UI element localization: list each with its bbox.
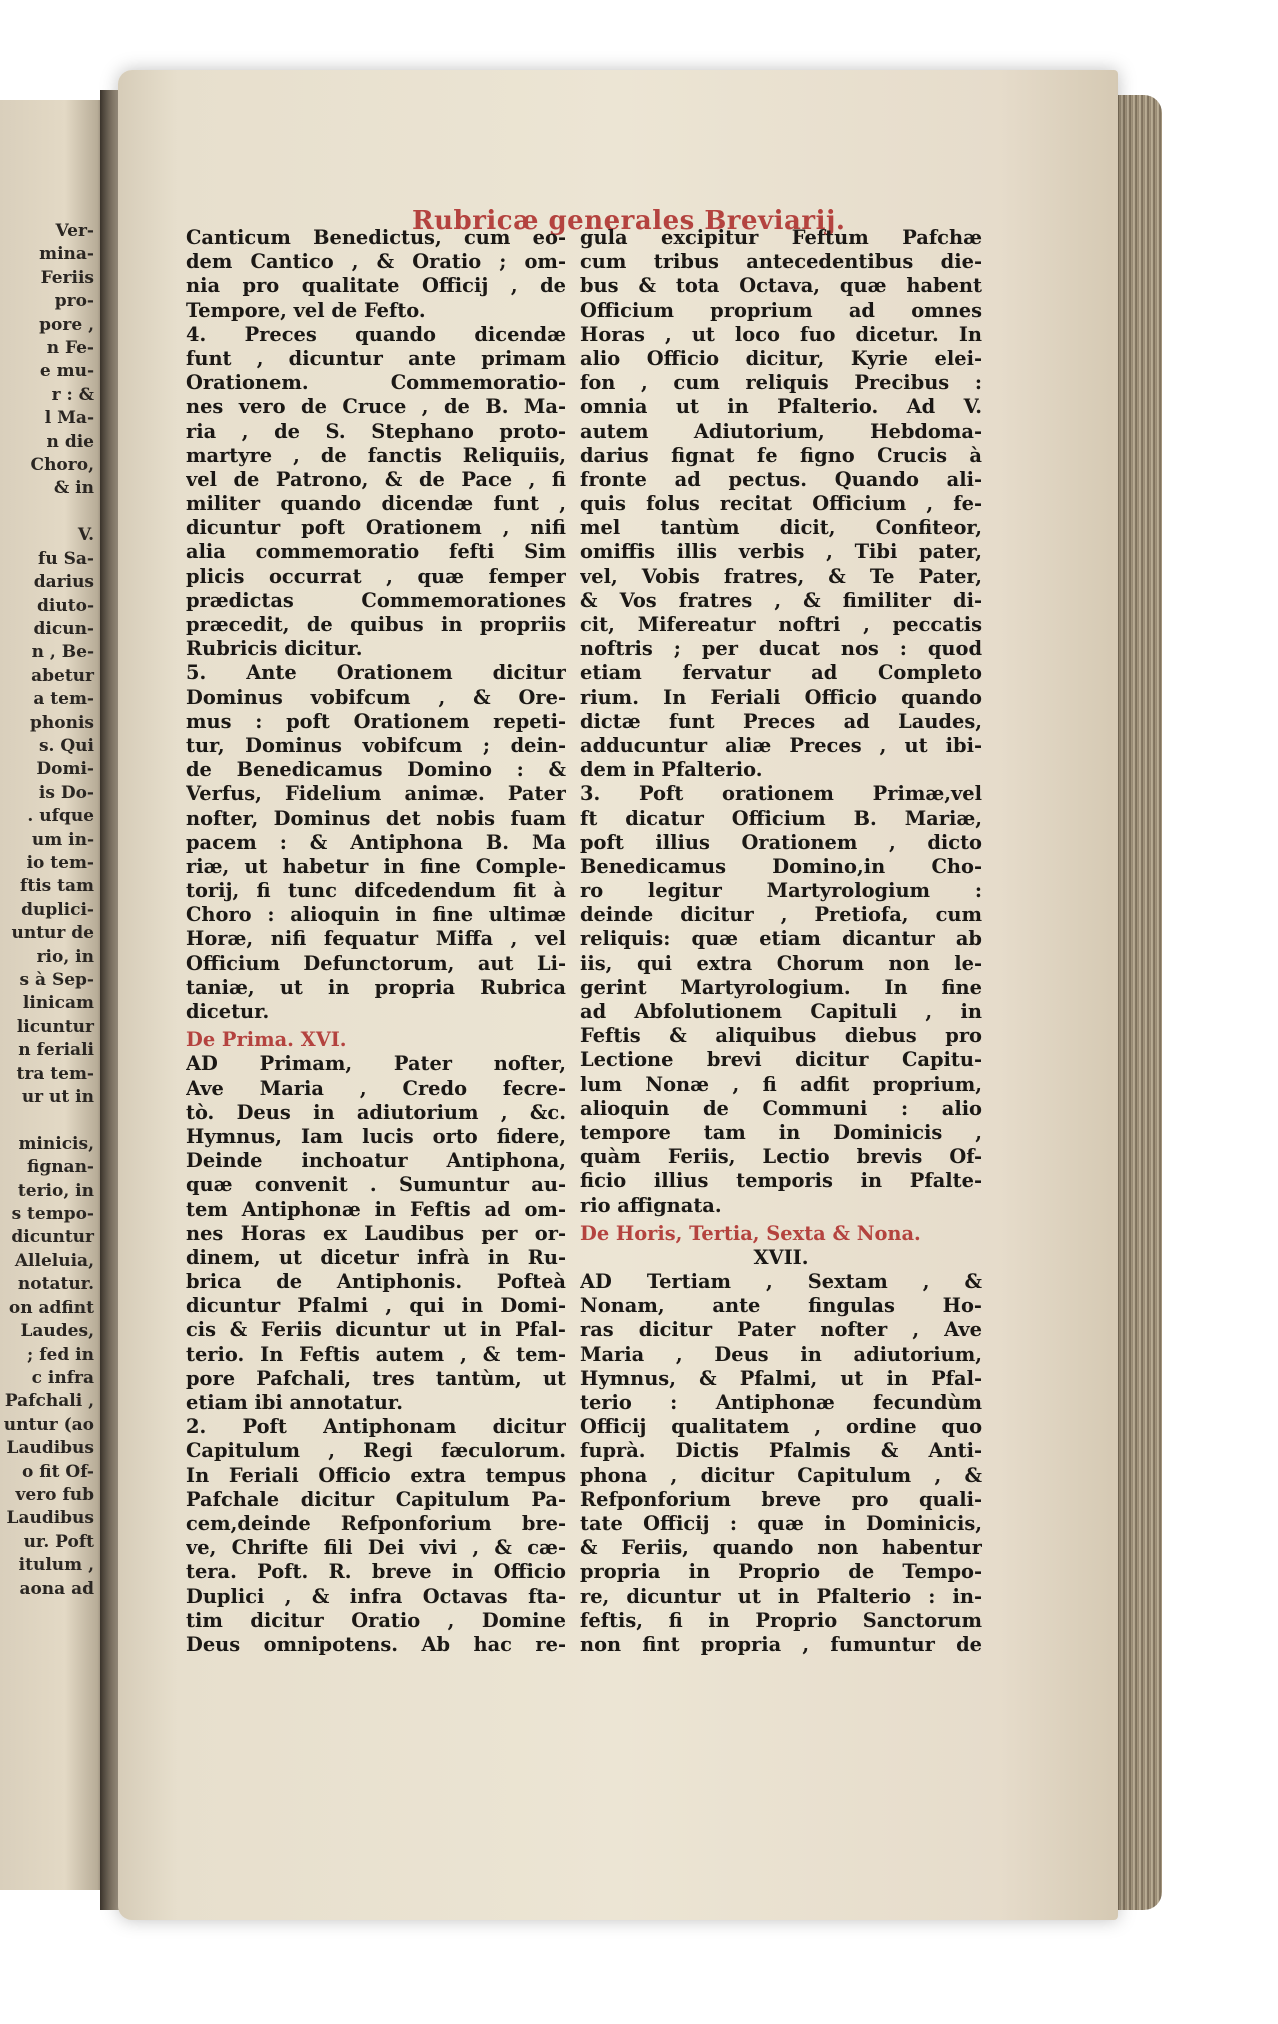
previous-page-line: linicam — [22, 993, 94, 1014]
text-line: lum Nonæ , fi adfit proprium, — [580, 1072, 982, 1096]
previous-page-line: Pafchali , — [4, 1391, 94, 1412]
text-line: nes vero de Cruce , de B. Ma- — [186, 395, 566, 419]
previous-page-line: is Do- — [38, 782, 94, 803]
text-line: mel tantùm dicit, Confiteor, — [580, 516, 982, 540]
previous-page-line: s. Qui — [38, 735, 94, 756]
text-line: martyre , de fanctis Reliquiis, — [186, 443, 566, 467]
text-line: omiffis illis verbis , Tibi pater, — [580, 540, 982, 564]
previous-page-line: Domi- — [36, 759, 94, 780]
text-line: Hymnus, & Pfalmi, ut in Pfal- — [580, 1366, 982, 1390]
text-line: tur, Dominus vobifcum ; dein- — [186, 733, 566, 757]
text-line: Benedicamus Domino,in Cho- — [580, 854, 982, 878]
previous-page-line: dicun- — [33, 618, 94, 639]
text-line: poft illius Orationem , dicto — [580, 830, 982, 854]
text-line: Duplici , & infra Octavas fta- — [186, 1584, 566, 1608]
previous-page-line: pore , — [39, 314, 94, 335]
previous-page-line: n , Be- — [31, 642, 94, 663]
text-line: funt , dicuntur ante primam — [186, 346, 566, 370]
text-line: Maria , Deus in adiutorium, — [580, 1342, 982, 1366]
previous-page-line: um in- — [31, 829, 94, 850]
text-line: etiam ibi annotatur. — [186, 1391, 403, 1414]
text-line: dem in Pfalterio. — [580, 758, 763, 782]
previous-page-line: Laudibus — [6, 1508, 94, 1529]
text-line: Horas , ut loco fuo dicetur. In — [580, 322, 982, 346]
text-line: dictæ funt Preces ad Laudes, — [580, 709, 982, 733]
text-line: & Vos fratres , & fimiliter di- — [580, 588, 982, 612]
previous-page-line: dicuntur — [11, 1227, 94, 1248]
text-line: ad Abfolutionem Capituli , in — [580, 1000, 982, 1023]
text-line: 5. Ante Orationem dicitur — [186, 661, 566, 685]
previous-page-line: ; fed in — [27, 1344, 94, 1365]
text-line: quàm Feriis, Lectio brevis Of- — [580, 1145, 982, 1169]
text-line: fronte ad pectus. Quando ali- — [580, 467, 982, 491]
section-heading: De Prima. XVI. — [186, 1028, 347, 1052]
text-line: pore Pafchali, tres tantùm, ut — [186, 1366, 566, 1390]
text-line: dicuntur Pfalmi , qui in Domi- — [186, 1294, 566, 1318]
previous-page-line: & in — [53, 478, 94, 499]
previous-page-line: Alleluia, — [14, 1250, 94, 1271]
previous-page-line: aona ad — [19, 1578, 94, 1599]
text-line: Horæ, nifi fequatur Miffa , vel — [186, 927, 566, 951]
text-line: tempore tam in Dominicis , — [580, 1120, 982, 1144]
text-line: propria in Proprio de Tempo- — [580, 1560, 982, 1584]
previous-page-line: Ver- — [55, 221, 94, 241]
text-line: feftis, fi in Proprio Sanctorum — [580, 1608, 982, 1632]
previous-page-line: s à Sep- — [19, 970, 94, 990]
text-line: phona , dicitur Capitulum , & — [580, 1463, 982, 1487]
previous-page-line: itulum , — [18, 1555, 94, 1576]
previous-page-line: l Ma- — [44, 408, 94, 429]
text-line: Feftis & aliquibus diebus pro — [580, 1024, 982, 1048]
text-line: ft dicatur Officium B. Mariæ, — [580, 806, 982, 830]
previous-page-line: untur (ao — [3, 1414, 94, 1435]
text-line: Tempore, vel de Fefto. — [186, 298, 426, 322]
text-line: re, dicuntur ut in Pfalterio : in- — [580, 1584, 982, 1608]
previous-page-line: licuntur — [16, 1016, 94, 1037]
previous-page-line: on adfint — [8, 1297, 94, 1318]
previous-page-line: vero fub — [15, 1484, 94, 1505]
previous-page-line: c infra — [31, 1367, 94, 1388]
text-line: XVII. — [753, 1245, 809, 1269]
previous-page-line: n Fe- — [46, 338, 94, 359]
text-line: 4. Preces quando dicendæ — [186, 322, 566, 346]
text-line: cit, Mifereatur noftri , peccatis — [580, 613, 982, 636]
text-line: riæ, ut habetur in fine Comple- — [186, 854, 566, 878]
text-line: In Feriali Officio extra tempus — [186, 1463, 566, 1487]
previous-page-line: diuto- — [37, 595, 94, 616]
text-line: non fint propria , fumuntur de — [580, 1632, 982, 1656]
text-line: dicetur. — [186, 1000, 270, 1023]
previous-page-line: phonis — [30, 712, 94, 733]
previous-page-line: n die — [46, 431, 94, 452]
text-line: cum tribus antecedentibus die- — [580, 250, 982, 274]
previous-page-line: V. — [77, 525, 94, 546]
text-line: tem Antiphonæ in Feftis ad om- — [186, 1197, 566, 1221]
previous-page-line: terio, in — [17, 1180, 94, 1201]
previous-page-line: a tem- — [33, 689, 94, 710]
text-line: Capitulum , Regi fæculorum. — [186, 1439, 566, 1463]
text-line: ras dicitur Pater nofter , Ave — [580, 1318, 982, 1342]
text-line: quis folus recitat Officium , fe- — [580, 492, 982, 516]
text-line: Lectione brevi dicitur Capitu- — [580, 1048, 982, 1072]
text-line: dem Cantico , & Oratio ; om- — [186, 250, 566, 274]
previous-page-line: io tem- — [26, 852, 94, 873]
text-line: deinde dicitur , Pretiofa, cum — [580, 903, 982, 927]
left-column — [186, 226, 566, 1657]
text-line: quæ convenit . Sumuntur au- — [186, 1173, 566, 1197]
previous-page-line — [2, 1109, 102, 1132]
text-line: militer quando dicendæ funt , — [186, 492, 566, 516]
text-line: Deinde inchoatur Antiphona, — [186, 1149, 566, 1173]
text-line: darius fignat fe figno Crucis à — [580, 443, 982, 467]
text-line: brica de Antiphonis. Pofteà — [186, 1270, 566, 1294]
text-line: rium. In Feriali Officio quando — [580, 685, 982, 709]
text-line: noftris ; per ducat nos : quod — [580, 637, 982, 661]
text-line: dicuntur poft Orationem , nifi — [186, 516, 566, 540]
text-line: Verfus, Fidelium animæ. Pater — [186, 782, 566, 806]
text-line: etiam fervatur ad Completo — [580, 661, 982, 685]
previous-page-line: n feriali — [18, 1040, 94, 1061]
previous-page-line: darius — [33, 572, 94, 593]
text-line: Officij qualitatem , ordine quo — [580, 1415, 982, 1439]
text-line: Orationem. Commemoratio- — [186, 371, 566, 395]
text-line: præcedit, de quibus in propriis — [186, 613, 566, 636]
text-line: 3. Poft orationem Primæ,vel — [580, 782, 982, 806]
text-line: Officium proprium ad omnes — [580, 298, 982, 322]
previous-page-line: ur. Poft — [23, 1531, 94, 1552]
text-line: Canticum Benedictus, cum eo- — [186, 226, 566, 249]
text-line: tate Officij : quæ in Dominicis, — [580, 1511, 982, 1535]
text-line: Choro : alioquin in fine ultimæ — [186, 903, 566, 927]
text-line: gula excipitur Feftum Pafchæ — [580, 226, 982, 249]
text-line: terio. In Feftis autem , & tem- — [186, 1342, 566, 1366]
text-line: fon , cum reliquis Precibus : — [580, 371, 982, 395]
previous-page-line: Laudes, — [20, 1321, 94, 1342]
text-line: nofter, Dominus det nobis fuam — [186, 806, 566, 830]
text-line: reliquis: quæ etiam dicantur ab — [580, 927, 982, 951]
text-line: dinem, ut dicetur infrà in Ru- — [186, 1245, 566, 1269]
previous-page-line: fignan- — [26, 1157, 94, 1178]
running-header: Rubricæ generales Breviarij. — [412, 206, 846, 236]
text-line: adducuntur aliæ Preces , ut ibi- — [580, 733, 982, 757]
text-line: Rubricis dicitur. — [186, 637, 363, 661]
text-line: Dominus vobifcum , & Ore- — [186, 685, 566, 709]
text-line: nia pro qualitate Officij , de — [186, 274, 566, 298]
text-line: mus : poft Orationem repeti- — [186, 709, 566, 733]
text-line: tò. Deus in adiutorium , &c. — [186, 1100, 566, 1124]
text-line: Pafchale dicitur Capitulum Pa- — [186, 1487, 566, 1511]
text-line: Officium Defunctorum, aut Li- — [186, 951, 566, 975]
text-line: bus & tota Octava, quæ habent — [580, 274, 982, 298]
text-line: plicis occurrat , quæ femper — [186, 564, 566, 588]
previous-page-line: s tempo- — [11, 1204, 94, 1225]
text-line: rio affignata. — [580, 1193, 722, 1217]
text-line: tim dicitur Oratio , Domine — [186, 1608, 566, 1632]
text-line: ria , de S. Stephano proto- — [186, 419, 566, 443]
text-line: ficio illius temporis in Pfalte- — [580, 1169, 982, 1193]
text-line: gerint Martyrologium. In fine — [580, 975, 982, 999]
text-line: vel de Patrono, & de Pace , fi — [186, 467, 566, 491]
previous-page-line: abetur — [31, 665, 94, 686]
text-line: vel, Vobis fratres, & Te Pater, — [580, 564, 982, 588]
text-line: iis, qui extra Chorum non le- — [580, 951, 982, 975]
text-line: alioquin de Communi : alio — [580, 1096, 982, 1120]
text-line: alia commemoratio fefti Sim — [186, 540, 566, 564]
previous-page-line: untur de — [11, 923, 94, 944]
text-line: fuprà. Dictis Pfalmis & Anti- — [580, 1439, 982, 1463]
right-column — [580, 226, 982, 1657]
text-line: cem,deinde Refponforium bre- — [186, 1511, 566, 1535]
text-line: taniæ, ut in propria Rubrica — [186, 975, 566, 999]
previous-page-line: tra tem- — [16, 1063, 94, 1084]
text-line: autem Adiutorium, Hebdoma- — [580, 419, 982, 443]
text-line: Hymnus, Iam lucis orto fidere, — [186, 1124, 566, 1148]
previous-page-line: fu Sa- — [38, 548, 94, 569]
text-line: Refponforium breve pro quali- — [580, 1487, 982, 1511]
text-line: Nonam, ante fingulas Ho- — [580, 1294, 982, 1318]
previous-page-line: Laudibus — [6, 1438, 94, 1459]
text-line: prædictas Commemorationes — [186, 588, 566, 612]
previous-page-line: Choro, — [30, 455, 94, 476]
previous-page-line: . ufque — [27, 806, 94, 827]
section-heading: De Horis, Tertia, Sexta & Nona. — [580, 1221, 921, 1245]
previous-page-line: rio, in — [36, 946, 94, 967]
previous-page-line: mina- — [39, 244, 94, 265]
text-line: Ave Maria , Credo fecre- — [186, 1076, 566, 1100]
text-line: ro legitur Martyrologium : — [580, 879, 982, 903]
previous-page-line: ftis tam — [20, 876, 94, 897]
previous-page-line: duplici- — [21, 899, 94, 920]
text-line: terio : Antiphonæ fecundùm — [580, 1391, 982, 1414]
text-line: 2. Poft Antiphonam dicitur — [186, 1415, 566, 1439]
previous-page-text — [2, 220, 102, 1601]
text-line: Deus omnipotens. Ab hac re- — [186, 1632, 566, 1656]
previous-page-line: notatur. — [17, 1274, 94, 1295]
previous-page-line: o fit Of- — [22, 1461, 94, 1482]
previous-page-line — [2, 501, 102, 524]
text-line: & Feriis, quando non habentur — [580, 1536, 982, 1560]
text-line: ve, Chrifte fili Dei vivi , & cæ- — [186, 1536, 566, 1560]
text-line: AD Primam, Pater nofter, — [186, 1052, 566, 1076]
text-line: tera. Poft. R. breve in Officio — [186, 1560, 566, 1584]
text-line: pacem : & Antiphona B. Ma — [186, 830, 566, 854]
text-line: de Benedicamus Domino : & — [186, 758, 566, 782]
previous-page-line: minicis, — [18, 1133, 94, 1154]
text-line: AD Tertiam , Sextam , & — [580, 1270, 982, 1294]
previous-page-line: pro- — [54, 291, 94, 312]
previous-page-line: Feriis — [40, 267, 94, 288]
text-line: alio Officio dicitur, Kyrie elei- — [580, 346, 982, 370]
previous-page-line: r : & — [51, 384, 94, 405]
previous-page-line: ur ut in — [21, 1087, 94, 1108]
text-line: torij, fi tunc difcedendum fit à — [186, 879, 566, 903]
previous-page — [0, 100, 108, 1890]
previous-page-line: e mu- — [39, 361, 94, 382]
text-line: nes Horas ex Laudibus per or- — [186, 1221, 566, 1245]
text-line: cis & Feriis dicuntur ut in Pfal- — [186, 1318, 566, 1342]
text-line: omnia ut in Pfalterio. Ad V. — [580, 395, 982, 419]
